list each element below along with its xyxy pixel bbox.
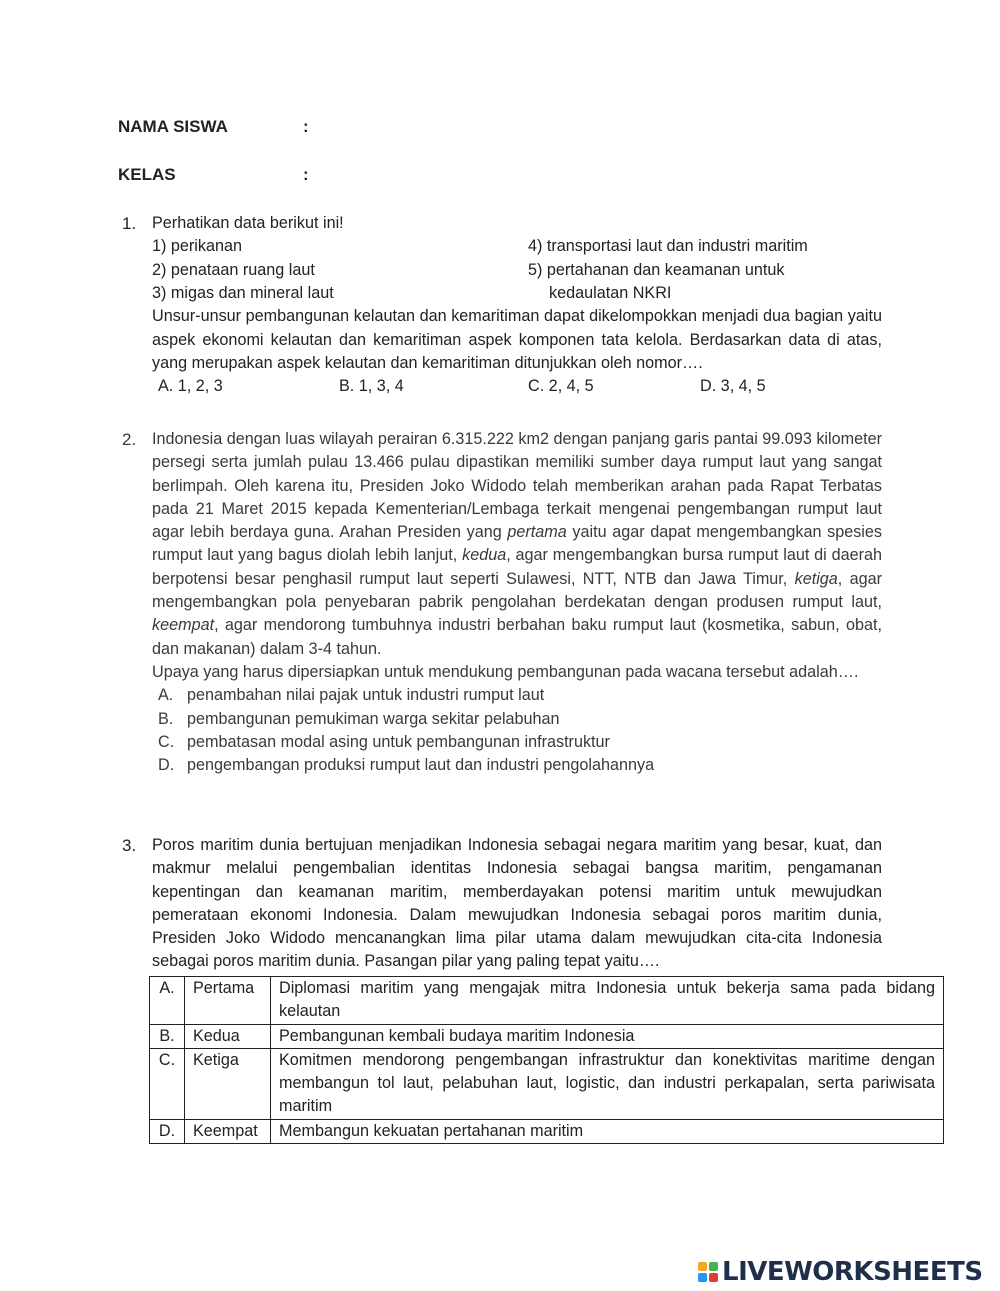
option-a[interactable]: A. 1, 2, 3 xyxy=(158,377,223,396)
pillar-name: Kedua xyxy=(185,1024,271,1048)
option-b[interactable]: B. pembangunan pemukiman warga sekitar pelabuhan xyxy=(158,709,560,728)
question-2 xyxy=(122,428,882,777)
list-item: 1) perikanan xyxy=(152,237,242,256)
list-item: 2) penataan ruang laut xyxy=(152,260,315,279)
option-d[interactable]: D. pengembangan produksi rumput laut dan industri pengolahannya xyxy=(158,756,655,775)
question-3-stem: Poros maritim dunia bertujuan menjadikan Indonesia sebagai negara maritim yang besar, kuat, dan makmur melalui pengembalian identitas Indonesia sebagai bangsa maritim, pengamanan kepentingan dan keamanan maritim, memberdayakan potensi maritim untuk mewujudkan pemerataan ekonomi Indonesia. Dalam mewujudkan Indonesia sebagai poros maritim dunia, Presiden Joko Widodo mencanangkan lima pilar utama dalam mewujudkan cita-cita Indonesia sebagai poros maritim dunia. Pasangan pilar yang paling tepat yaitu…. xyxy=(152,836,882,971)
table-row[interactable] xyxy=(150,1024,944,1048)
liveworksheets-logo[interactable] xyxy=(698,1257,983,1287)
question-1-stem: Unsur-unsur pembangunan kelautan dan kemaritiman dapat dikelompokkan menjadi dua bagian yaitu aspek ekonomi kelautan dan kemaritiman aspek komponen tata kelola. Berdasarkan data di atas, yang merupakan aspek kelautan dan kemaritiman ditunjukkan oleh nomor…. xyxy=(152,307,882,372)
question-3 xyxy=(122,834,882,974)
student-name-label: NAMA SISWA xyxy=(118,117,228,136)
table-row[interactable] xyxy=(150,1048,944,1119)
question-1-options xyxy=(152,375,882,398)
option-letter: B. xyxy=(150,1024,185,1048)
logo-square-icon xyxy=(698,1273,707,1282)
question-2-stem: Upaya yang harus dipersiapkan untuk mendukung pembangunan pada wacana tersebut adalah…. xyxy=(152,662,859,681)
logo-square-icon xyxy=(698,1262,707,1271)
pillar-description: Diplomasi maritim yang mengajak mitra Indonesia untuk bekerja sama pada bidang kelautan xyxy=(271,977,944,1025)
option-d[interactable]: D. 3, 4, 5 xyxy=(700,377,766,396)
pillar-description: Komitmen mendorong pengembangan infrastruktur dan konektivitas maritime dengan membangun tol laut, pelabuhan laut, logistic, dan industri perkapalan, serta pariwisata maritim xyxy=(271,1048,944,1119)
question-3-number: 3. xyxy=(122,836,137,855)
question-1-number: 1. xyxy=(122,214,137,233)
logo-text: LIVEWORKSHEETS xyxy=(722,1257,983,1287)
pillar-name: Pertama xyxy=(185,977,271,1025)
student-name-row xyxy=(118,117,309,137)
logo-square-icon xyxy=(709,1273,718,1282)
pillar-name: Ketiga xyxy=(185,1048,271,1119)
class-row xyxy=(118,165,309,185)
option-c[interactable]: C. 2, 4, 5 xyxy=(528,377,594,396)
student-name-colon: : xyxy=(303,117,309,136)
pillar-name: Keempat xyxy=(185,1119,271,1143)
question-2-passage: Indonesia dengan luas wilayah perairan 6.315.222 km2 dengan panjang garis pantai 99.093 kilometer persegi serta jumlah pulau 13.466 pulau dipastikan memiliki sumber daya rumput laut yang sangat berlimpah. Oleh karena itu, Presiden Joko Widodo telah memberikan arahan pada Rapat Terbatas pada 21 Maret 2015 kepada Kementerian/Lembaga terkait mengenai pengembangan rumput laut agar lebih berdaya guna. Arahan Presiden yang pertama yaitu agar dapat mengembangkan spesies rumput laut yang bagus diolah lebih lanjut, kedua, agar mengembangkan bursa rumput laut di daerah berpotensi besar penghasil rumput laut seperti Sulawesi, NTT, NTB dan Jawa Timur, ketiga, agar mengembangkan pola penyebaran pabrik pengolahan berdekatan dengan produsen rumput laut, keempat, agar mendorong tumbuhnya industri berbahan baku rumput laut (kosmetika, sabun, obat, dan makanan) dalam 3-4 tahun. xyxy=(152,430,883,658)
question-2-number: 2. xyxy=(122,430,137,449)
option-c[interactable]: C. pembatasan modal asing untuk pembangunan infrastruktur xyxy=(158,732,610,751)
question-1-intro: Perhatikan data berikut ini! xyxy=(152,214,344,232)
class-colon: : xyxy=(303,165,309,184)
list-item: 3) migas dan mineral laut xyxy=(152,283,334,302)
question-1-data-list xyxy=(152,235,882,305)
question-3-options-table xyxy=(149,976,944,1144)
logo-mark-icon xyxy=(698,1262,718,1282)
pillar-description: Pembangunan kembali budaya maritim Indonesia xyxy=(271,1024,944,1048)
option-letter: A. xyxy=(150,977,185,1025)
logo-square-icon xyxy=(709,1262,718,1271)
table-row[interactable] xyxy=(150,977,944,1025)
option-letter: D. xyxy=(150,1119,185,1143)
class-label: KELAS xyxy=(118,165,176,184)
list-item: kedaulatan NKRI xyxy=(549,283,672,302)
question-1 xyxy=(122,212,882,398)
option-letter: C. xyxy=(150,1048,185,1119)
table-row[interactable] xyxy=(150,1119,944,1143)
list-item: 4) transportasi laut dan industri maritim xyxy=(528,237,808,256)
option-b[interactable]: B. 1, 3, 4 xyxy=(339,377,404,396)
pillar-description: Membangun kekuatan pertahanan maritim xyxy=(271,1119,944,1143)
option-a[interactable]: A. penambahan nilai pajak untuk industri rumput laut xyxy=(158,686,545,705)
list-item: 5) pertahanan dan keamanan untuk xyxy=(528,260,785,279)
